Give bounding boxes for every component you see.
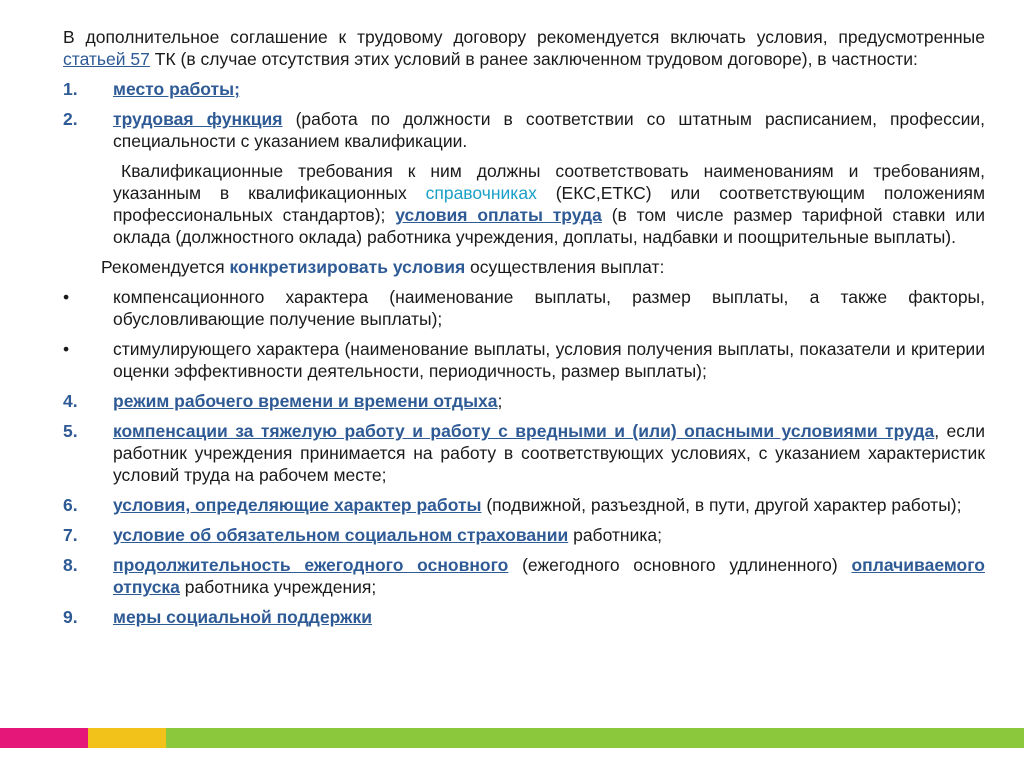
article-57-link[interactable]: статьей 57 bbox=[63, 49, 150, 69]
work-schedule-link[interactable]: режим рабочего времени и времени отдыха bbox=[113, 391, 498, 411]
paid-leave-link[interactable]: оплачиваемого отпуска bbox=[113, 555, 985, 597]
qual-text-2: (ЕКС,ЕТКС) или соответствующим положениям профессиональных стандартов); bbox=[113, 183, 986, 225]
item-number: 4. bbox=[63, 391, 78, 411]
pink-segment bbox=[0, 728, 88, 748]
pay-conditions-link[interactable]: условия оплаты труда bbox=[395, 205, 602, 225]
labor-function-link[interactable]: трудовая функция bbox=[113, 109, 283, 129]
list-item-1 bbox=[63, 78, 985, 100]
bullet-text: компенсационного характера (наименование выплаты, размер выплаты, а также факторы, обусловливающие получение выплаты); bbox=[113, 287, 985, 329]
item-number: 7. bbox=[63, 525, 78, 545]
bullet-icon: • bbox=[63, 287, 70, 307]
bullet-icon: • bbox=[63, 339, 70, 359]
item-number: 8. bbox=[63, 555, 78, 575]
specify-conditions-term: конкретизировать условия bbox=[229, 257, 466, 277]
annual-leave-duration-link[interactable]: продолжительность ежегодного основного bbox=[113, 555, 509, 575]
item-text: (подвижной, разъездной, в пути, другой характер работы); bbox=[481, 495, 962, 515]
item-number: 5. bbox=[63, 421, 78, 441]
list-item-4 bbox=[63, 390, 985, 412]
social-support-link[interactable]: меры социальной поддержки bbox=[113, 607, 372, 627]
bullet-item-1 bbox=[63, 286, 985, 330]
qual-text-3: (в том числе размер тарифной ставки или оклада (должностного оклада) работника учреждения, доплаты, надбавки и поощрительные выплаты). bbox=[113, 205, 985, 247]
list-item-2 bbox=[63, 108, 985, 152]
yellow-segment bbox=[88, 728, 166, 748]
item-number: 2. bbox=[63, 109, 78, 129]
intro-text-after: ТК (в случае отсутствия этих условий в ранее заключенном трудовом договоре), в частности: bbox=[149, 49, 918, 69]
item-number: 6. bbox=[63, 495, 78, 515]
item-text: (ежегодного основного удлиненного) bbox=[508, 555, 852, 575]
recommend-paragraph bbox=[63, 256, 985, 278]
footer-color-bar bbox=[0, 728, 1024, 748]
item-text: работника; bbox=[568, 525, 663, 545]
item-number: 9. bbox=[63, 607, 78, 627]
intro-text: В дополнительное соглашение к трудовому договору рекомендуется включать условия, предусмотренные bbox=[63, 27, 985, 47]
green-segment bbox=[166, 728, 1024, 748]
bullet-text: стимулирующего характера (наименование выплаты, условия получения выплаты, показатели и критерии оценки эффективности деятельности, периодичность, размер выплаты); bbox=[113, 339, 985, 381]
item-text-after: работника учреждения; bbox=[179, 577, 377, 597]
list-item-9 bbox=[63, 606, 985, 628]
qual-text-1: Квалификационные требования к ним должны соответствовать наименованиям и требованиям, указанным в квалификационных bbox=[113, 161, 985, 203]
item-number: 1. bbox=[63, 79, 78, 99]
item-text: ; bbox=[497, 391, 503, 411]
work-nature-link[interactable]: условия, определяющие характер работы bbox=[113, 495, 482, 515]
bullet-item-2 bbox=[63, 338, 985, 382]
list-item-7 bbox=[63, 524, 985, 546]
hazard-compensation-link[interactable]: компенсации за тяжелую работу и работу с вредными и (или) опасными условиями труда bbox=[113, 421, 935, 441]
qualification-paragraph bbox=[63, 160, 985, 248]
intro-paragraph bbox=[63, 26, 985, 70]
reference-books-term: справочниках bbox=[425, 183, 537, 203]
item-text: (работа по должности в соответствии со штатным расписанием, профессии, специальности с указанием квалификации. bbox=[113, 109, 985, 151]
item-text: , если работник учреждения принимается на работу в соответствующих условиях, с указанием характеристик условий труда на рабочем месте; bbox=[113, 421, 985, 485]
recommend-text-after: осуществления выплат: bbox=[465, 257, 665, 277]
social-insurance-link[interactable]: условие об обязательном социальном страховании bbox=[113, 525, 569, 545]
list-item-8 bbox=[63, 554, 985, 598]
workplace-link[interactable]: место работы; bbox=[113, 79, 240, 99]
list-item-5 bbox=[63, 420, 985, 486]
recommend-text: Рекомендуется bbox=[101, 257, 230, 277]
list-item-6 bbox=[63, 494, 985, 516]
slide-body bbox=[63, 26, 985, 628]
